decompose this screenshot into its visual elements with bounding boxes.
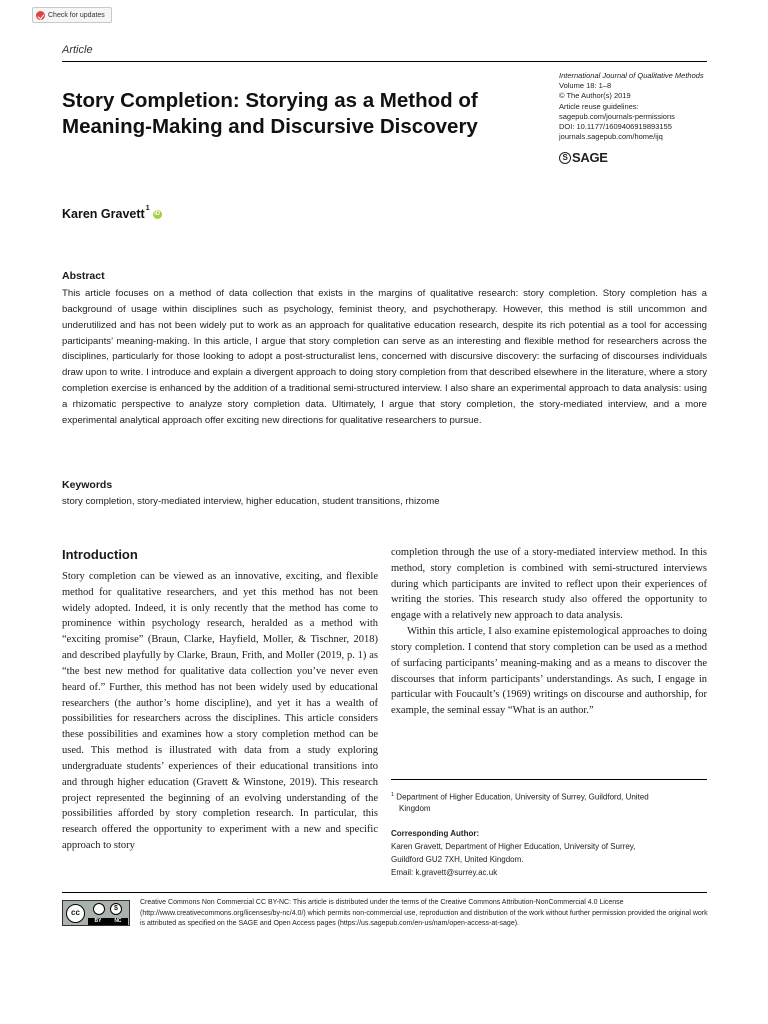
footnote-divider [391,779,707,780]
license-text: Creative Commons Non Commercial CC BY-NC: This article is distributed under the terms of the Creative Commons Attribution-NonCommercial 4.0 License (http://www.creativecommons.org/licenses/by-nc/4.0/) which permits non-commercial use, reproduction and distribution of the work without further permission provided the original work is attributed as specified on the SAGE and Open Access pages (https://us.sagepub.com/en-us/nam/open-access-at-sage). [140,899,708,927]
check-for-updates-badge[interactable] [32,7,112,23]
sage-logo [559,150,608,165]
introduction-heading: Introduction [62,547,138,562]
corresponding-email[interactable]: Email: k.gravett@surrey.ac.uk [391,868,498,877]
abstract-heading: Abstract [62,270,105,282]
footnote-text-cont: Kingdom [399,803,431,813]
footnote-mark: 1 [391,792,395,798]
copyright-line: © The Author(s) 2019 [559,91,631,101]
attribution-icon [93,903,105,915]
journal-meta [559,71,719,142]
doi-link[interactable]: DOI: 10.1177/1609406919893155 [559,122,672,132]
cc-strip [88,918,128,925]
orcid-icon[interactable]: iD [154,211,161,217]
noncommercial-icon: $ [110,903,122,915]
cc-icon: cc [66,904,85,923]
corresponding-author-heading: Corresponding Author: [391,829,480,838]
abstract-text: This article focuses on a method of data collection that exists in the margins of qualitative research: story completion. Story completion has a background of usage within disciplines such as psychology, feminist theory, and psychotherapy. However, this method is still uncommon and underutilized and has not been widely put to work as an approach for qualitative education research, despite its rich potential as a tool for accessing participants’ meaning-making. In this article, I argue that story completion can serve as an interesting and flexible method for researchers across the disciplines, particularly for those looking to adopt a post-structuralist lens, concerned with discursive discovery: the surfacing of discourses individuals draw upon to write. I introduce and explain a divergent approach to doing story completion from that described elsewhere in the literature, where a story completion exercise is enhanced by the addition of a traditional semi-structured interview. I also share an experimental approach to data analysis: using a rhizomatic perspective to analyze story completion data. Ultimately, I argue that story completion, the story-mediated interview, and a more experimental analytical approach offer exciting new directions for qualitative researchers to pursue. [62,288,707,426]
keywords-text: story completion, story-mediated interview, higher education, student transitions, rhizome [62,496,440,507]
body-column-left [62,569,378,854]
header-divider [62,61,707,62]
corresponding-author-details [391,840,707,879]
journal-home-link[interactable]: journals.sagepub.com/home/ijq [559,132,663,142]
journal-name: International Journal of Qualitative Methods [559,71,704,80]
author-line [62,207,162,221]
body-paragraph: Within this article, I also examine epistemological approaches to doing story completion. I contend that story completion can be used as a method of surfacing participants’ meaning-making and as a means to discover the discourses that inform participants’ understandings. As such, I engage in particular with Foucault’s (1969) writings on discourse and authorship, for example, the seminal essay “What is an author.” [391,626,707,717]
body-paragraph: Story completion can be viewed as an innovative, exciting, and flexible method for qualitative researchers, and yet this method has not been widely adopted. Indeed, it is only recently that the method has come to prominence within psychology research, heralded as a method with “exciting promise” (Braun, Clarke, Hayfield, Moller, & Tischner, 2018) and described playfully by Clarke, Braun, Frith, and Moller (2019, p. 1) as “the best new method for qualitative data collection you’ve never even heard of.” Further, this method has not been widely used by educational researchers (the author’s home discipline), and yet it has a wealth of possibilities for researchers across the disciplines. This article considers these possibilities and examines how a story completion method can be used. This method is illustrated with data from a study exploring undergraduate students’ experiences of their educational transitions into and through higher education (Gravett & Winstone, 2019). This research project represented the beginning of an evolving understanding of the possibilities afforded by story completion research. In particular, this research offered the opportunity to experiment with a new and specific approach to story [62,571,378,852]
check-for-updates-label: Check for updates [48,11,105,19]
check-icon [36,11,45,20]
affiliation-footnote [391,790,707,814]
body-paragraph: completion through the use of a story-mediated interview method. In this method, story completion is combined with semi-structured interviews during which participants are invited to reflect upon their experiences of writing the stories. This research study also offered the opportunity to engage with a relatively new approach to data analysis. [391,547,707,622]
article-title: Story Completion: Storying as a Method of Meaning-Making and Discursive Discovery [62,89,478,138]
cc-by-nc-logo [62,900,130,926]
keywords-heading: Keywords [62,479,113,491]
cc-nc-label: NC [114,918,122,924]
sage-s-icon: S [559,152,571,164]
body-column-right [391,545,707,719]
reuse-label: Article reuse guidelines: [559,101,639,111]
journal-volume: Volume 18: 1–8 [559,81,612,91]
publisher-name: SAGE [572,150,608,165]
reuse-link[interactable]: sagepub.com/journals-permissions [559,111,675,121]
article-type-label: Article [62,44,93,56]
corresponding-line: Guildford GU2 7XH, United Kingdom. [391,855,524,864]
cc-by-label: BY [94,918,102,924]
author-name: Karen Gravett [62,207,145,221]
footnote-text: Department of Higher Education, University of Surrey, Guildford, United [396,792,649,802]
author-affiliation-mark: 1 [145,205,150,212]
corresponding-line: Karen Gravett, Department of Higher Education, University of Surrey, [391,842,636,851]
license-divider [62,892,707,893]
